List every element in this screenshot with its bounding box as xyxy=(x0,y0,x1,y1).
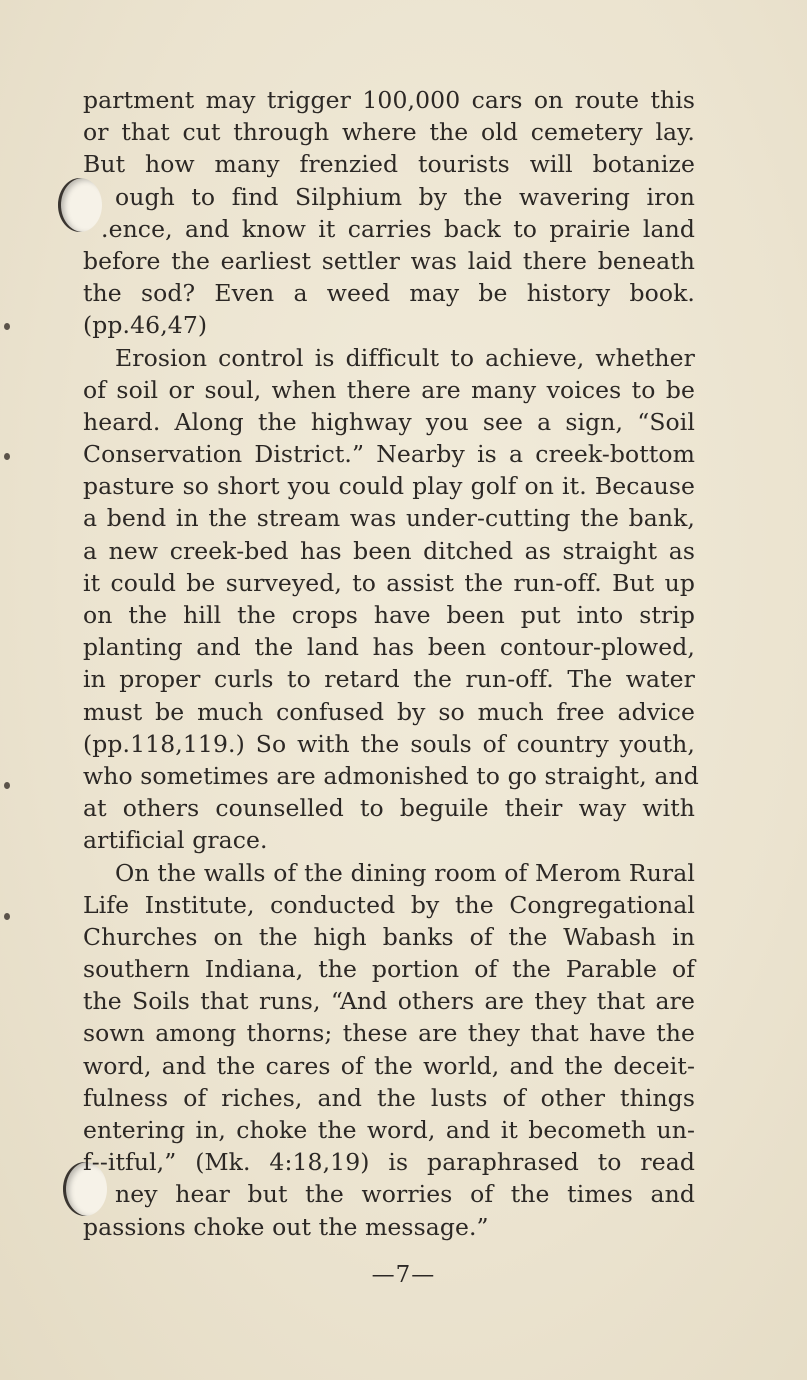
text-line: a new creek-bed has been ditched as straight as xyxy=(83,536,695,565)
margin-mark xyxy=(4,782,10,789)
text-line: at others counselled to beguile their way with xyxy=(83,794,695,823)
page-number: —7— xyxy=(371,1262,436,1288)
text-line: who sometimes are admonished to go straight, and xyxy=(83,761,699,790)
text-line: (pp.118,119.) So with the souls of country youth, xyxy=(83,729,695,758)
text-line: Erosion control is difficult to achieve, whether xyxy=(115,343,695,372)
text-line: sown among thorns; these are they that have the xyxy=(83,1019,695,1048)
text-line: .ence, and know it carries back to prairie land xyxy=(101,214,695,243)
text-line: Life Institute, conducted by the Congregational xyxy=(83,890,695,919)
text-line: the Soils that runs, “And others are they that are xyxy=(83,987,695,1016)
margin-mark xyxy=(4,323,10,330)
text-line: partment may trigger 100,000 cars on route this xyxy=(83,86,695,114)
body-text xyxy=(83,84,699,1243)
text-line: fulness of riches, and the lusts of other things xyxy=(83,1083,695,1112)
text-line: southern Indiana, the portion of the Parable of xyxy=(83,955,695,984)
text-line: f‐‐itful,” (Mk. 4:18,19) is paraphrased to read xyxy=(83,1148,695,1177)
text-line: pasture so short you could play golf on it. Because xyxy=(83,472,695,501)
text-line: artificial grace. xyxy=(83,826,268,855)
text-line: word, and the cares of the world, and the deceit- xyxy=(83,1051,695,1080)
text-line: passions choke out the message.” xyxy=(83,1212,489,1241)
text-line: of soil or soul, when there are many voices to be xyxy=(83,375,695,404)
text-line: the sod? Even a weed may be history book. xyxy=(83,279,695,308)
text-line: must be much confused by so much free advice xyxy=(83,697,695,726)
text-line: heard. Along the highway you see a sign, “Soil xyxy=(83,407,695,436)
text-line: planting and the land has been contour-plowed, xyxy=(83,633,695,662)
margin-mark xyxy=(4,453,10,460)
text-line: a bend in the stream was under-cutting the bank, xyxy=(83,504,695,533)
text-line: On the walls of the dining room of Merom Rural xyxy=(115,858,695,887)
text-line: it could be surveyed, to assist the run-off. But up xyxy=(83,568,695,597)
text-line: Churches on the high banks of the Wabash in xyxy=(83,922,695,951)
text-line: But how many frenzied tourists will botanize xyxy=(83,150,695,179)
text-line: on the hill the crops have been put into strip xyxy=(83,601,695,629)
text-line: Conservation District.” Nearby is a creek-bottom xyxy=(83,440,695,469)
text-line: in proper curls to retard the run-off. The water xyxy=(83,665,695,694)
text-line: ney hear but the worries of the times and xyxy=(115,1180,695,1209)
text-line: or that cut through where the old cemetery lay. xyxy=(83,118,695,147)
text-line: (pp.46,47) xyxy=(83,311,208,340)
text-line: before the earliest settler was laid there beneath xyxy=(83,246,695,275)
text-line: ough to find Silphium by the wavering iron xyxy=(115,182,695,211)
text-line: entering in, choke the word, and it becometh un- xyxy=(83,1116,695,1144)
margin-mark xyxy=(4,913,10,920)
